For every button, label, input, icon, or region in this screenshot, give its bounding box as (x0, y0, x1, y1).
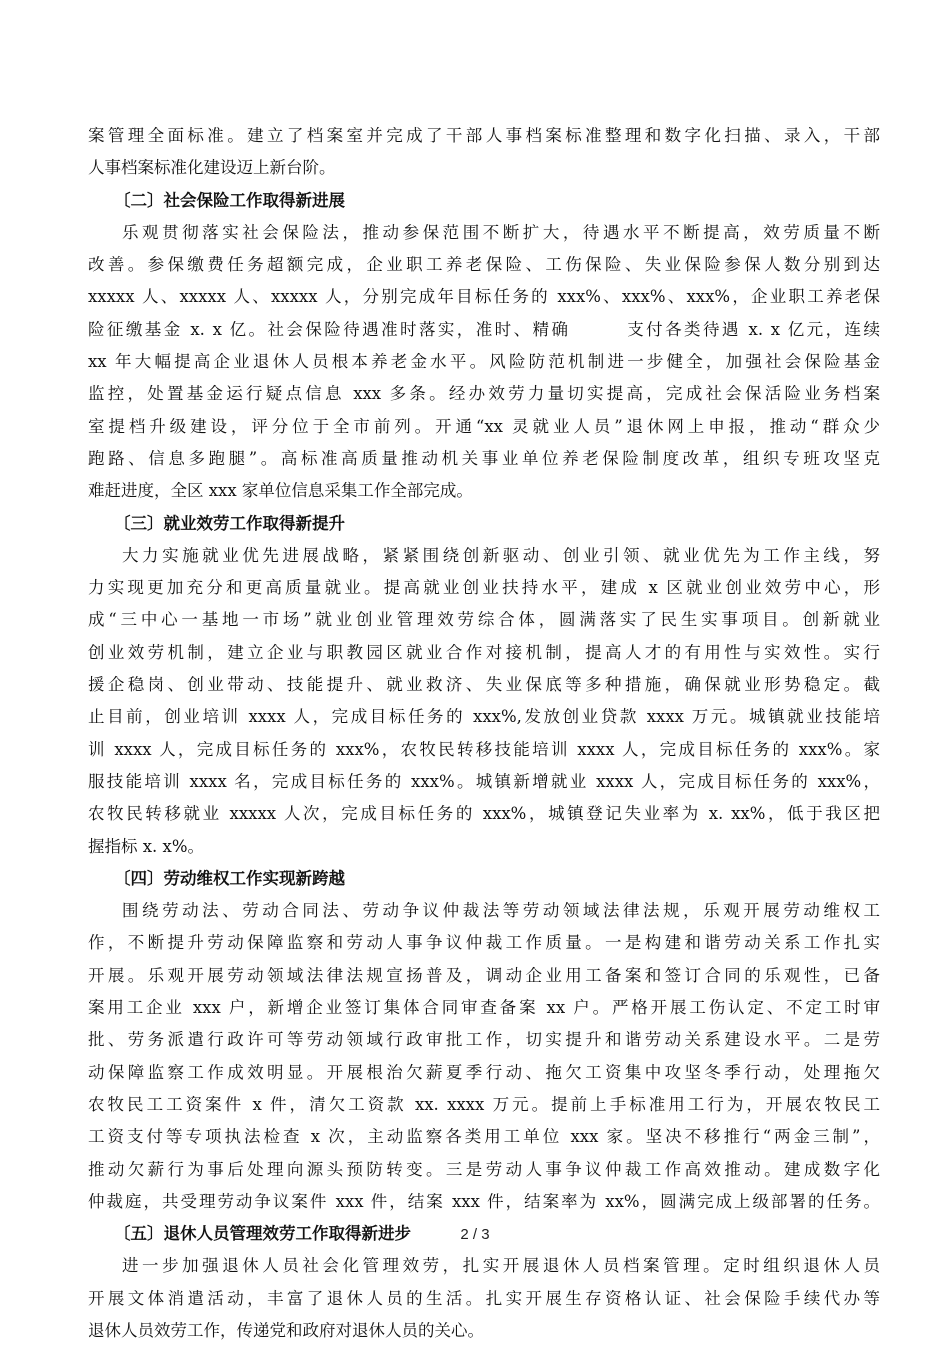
section-heading: 〔三〕就业效劳工作取得新提升 (114, 513, 345, 533)
paragraph-line: 案管理全面标准。建立了档案室并完成了干部人事档案标准整理和数字化扫描、录入，干部 (88, 126, 880, 145)
paragraph-line: 改善。参保缴费任务超额完成，企业职工养老保险、工伤保险、失业保险参保人数分别到达 (88, 255, 880, 275)
paragraph-line: 开展文体消遣活动，丰富了退休人员的生活。扎实开展生存资格认证、社会保险手续代办等 (88, 1288, 880, 1308)
section-heading: 〔五〕退休人员管理效劳工作取得新进步 (114, 1224, 411, 1244)
page-number: 2 / 3 (460, 1226, 490, 1243)
paragraph-line: xxxxx 人、xxxxx 人、xxxxx 人，分别完成年目标任务的 xxx%、xxx%、xxx%，企业职工养老保 (88, 287, 880, 307)
paragraph-line: 跑路、信息多跑腿”。高标准高质量推动机关事业单位养老保险制度改革，组织专班攻坚克 (88, 448, 880, 468)
paragraph-first-line: 进一步加强退休人员社会化管理效劳，扎实开展退休人员档案管理。定时组织退休人员 (122, 1256, 880, 1276)
paragraph-line: 开展。乐观开展劳动领域法律法规宣扬普及，调动企业用工备案和签订合同的乐观性，已备 (88, 965, 880, 985)
paragraph-line: 批、劳务派遣行政许可等劳动领域行政审批工作，切实提升和谐劳动关系建设水平。二是劳 (88, 1030, 880, 1050)
paragraph-last-line: 握指标 x. x%。 (88, 836, 205, 856)
paragraph-last-line: 人事档案标准化建设迈上新台阶。 (88, 158, 336, 178)
paragraph-line: 案用工企业 xxx 户，新增企业签订集体合同审查备案 xx 户。严格开展工伤认定、不定工时审 (88, 998, 880, 1018)
paragraph-line: 推动欠薪行为事后处理向源头预防转变。三是劳动人事争议仲裁工作高效推动。建成数字化 (88, 1159, 880, 1179)
section-heading: 〔四〕劳动维权工作实现新跨越 (114, 868, 345, 888)
paragraph-line: 服技能培训 xxxx 名，完成目标任务的 xxx%。城镇新增就业 xxxx 人，完成目标任务的 xxx%， (88, 771, 880, 791)
paragraph-line: xx 年大幅提高企业退休人员根本养老金水平。风险防范机制进一步健全，加强社会保险基金 (88, 352, 880, 372)
paragraph-line: 成“三中心一基地一市场”就业创业管理效劳综合体，圆满落实了民生实事项目。创新就业 (88, 610, 880, 630)
paragraph-line: 止目前，创业培训 xxxx 人，完成目标任务的 xxx%,发放创业贷款 xxxx 万元。城镇就业技能培 (88, 707, 880, 727)
section-heading: 〔二〕社会保险工作取得新进展 (114, 190, 345, 210)
paragraph-line: 援企稳岗、创业带动、技能提升、就业救济、失业保底等多种措施，确保就业形势稳定。截 (88, 675, 880, 695)
paragraph-first-line: 围绕劳动法、劳动合同法、劳动争议仲裁法等劳动领域法律法规，乐观开展劳动维权工 (122, 901, 880, 921)
paragraph-line: 农牧民工工资案件 x 件，清欠工资款 xx. xxxx 万元。提前上手标准用工行为，开展农牧民工 (88, 1094, 880, 1114)
paragraph-line: 训 xxxx 人，完成目标任务的 xxx%，农牧民转移技能培训 xxxx 人，完成目标任务的 xxx%。家 (88, 739, 880, 759)
paragraph-line: 工资支付等专项执法检查 x 次，主动监察各类用工单位 xxx 家。坚决不移推行“两金三制”， (88, 1127, 880, 1147)
paragraph-line: 创业效劳机制，建立企业与职教园区就业合作对接机制，提高人才的有用性与实效性。实行 (88, 642, 880, 662)
paragraph-line: 农牧民转移就业 xxxxx 人次，完成目标任务的 xxx%，城镇登记失业率为 x. xx%，低于我区把 (88, 804, 880, 824)
paragraph-line: 监控，处置基金运行疑点信息 xxx 多条。经办效劳力量切实提高，完成社会保活险业务档案 (88, 384, 880, 404)
paragraph-first-line: 大力实施就业优先进展战略，紧紧围绕创新驱动、创业引领、就业优先为工作主线，努 (122, 545, 880, 565)
document-body (88, 120, 880, 1347)
paragraph-line: 动保障监察工作成效明显。开展根治欠薪夏季行动、拖欠工资集中攻坚冬季行动，处理拖欠 (88, 1062, 880, 1082)
paragraph-last-line: 退休人员效劳工作，传递党和政府对退休人员的关心。 (88, 1320, 484, 1340)
paragraph-first-line: 乐观贯彻落实社会保险法，推动参保范围不断扩大，待遇水平不断提高，效劳质量不断 (122, 222, 880, 242)
paragraph-last-line: 难赶进度，全区 xxx 家单位信息采集工作全部完成。 (88, 481, 473, 501)
paragraph-line: 仲裁庭，共受理劳动争议案件 xxx 件，结案 xxx 件，结案率为 xx%，圆满完成上级部署的任务。 (88, 1191, 880, 1211)
paragraph-line: 险征缴基金 x. x 亿。社会保险待遇准时落实，准时、精确 支付各类待遇 x. x 亿元，连续 (88, 319, 880, 339)
paragraph-line: 作，不断提升劳动保障监察和劳动人事争议仲裁工作质量。一是构建和谐劳动关系工作扎实 (88, 933, 880, 953)
paragraph-line: 力实现更加充分和更高质量就业。提高就业创业扶持水平，建成 x 区就业创业效劳中心，形 (88, 578, 880, 598)
paragraph-line: 室提档升级建设，评分位于全市前列。开通“xx 灵就业人员”退休网上申报，推动“群众少 (88, 416, 880, 436)
